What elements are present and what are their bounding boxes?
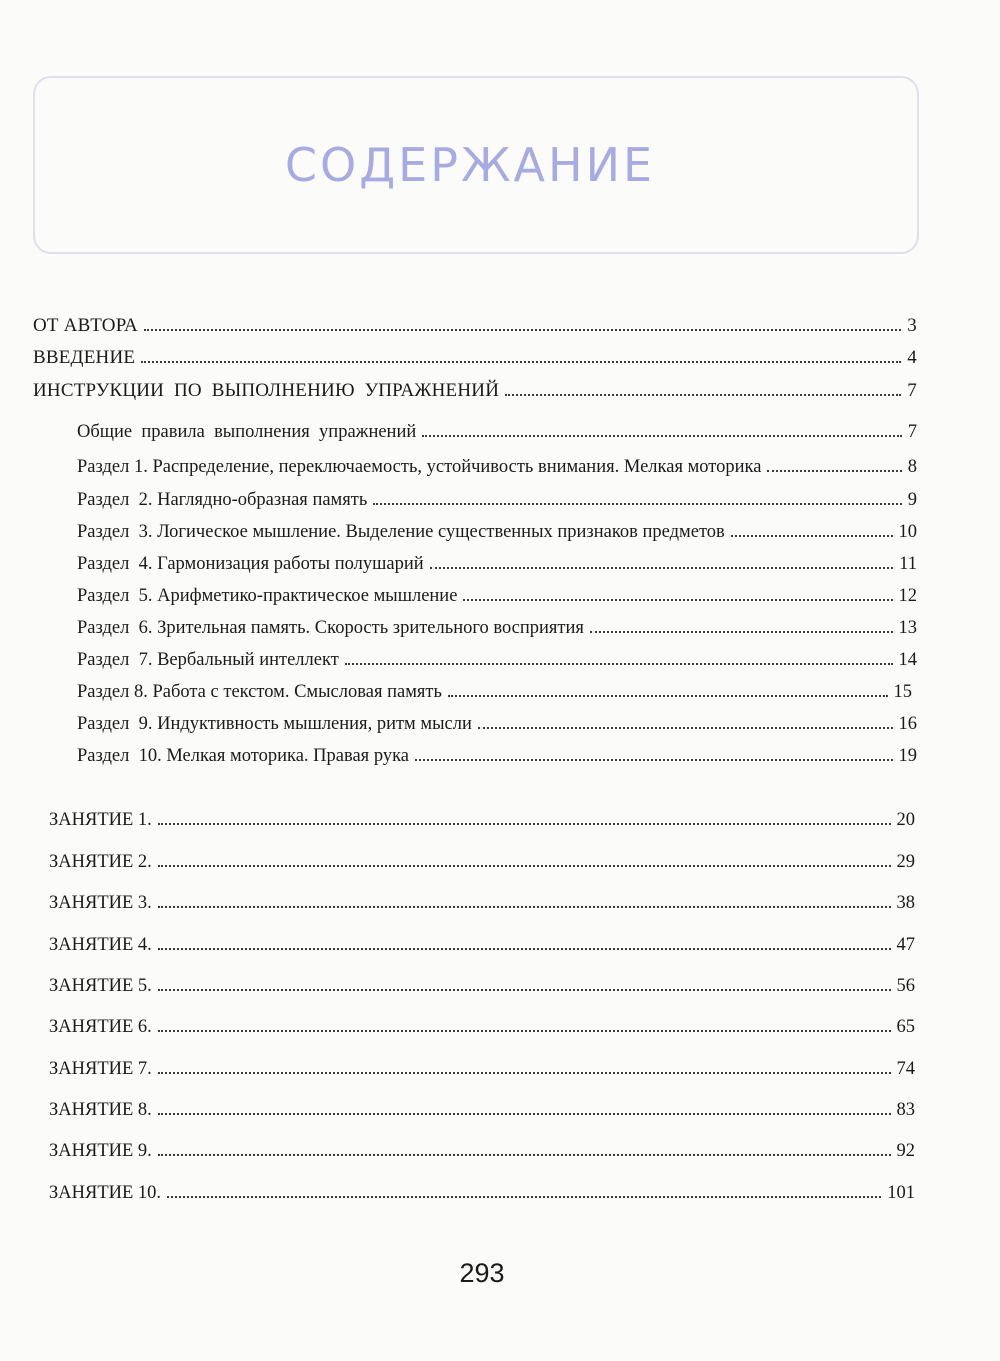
- toc-entry-section-3[interactable]: [77, 518, 917, 546]
- toc-entry-introduction[interactable]: [33, 344, 917, 372]
- toc-entry-section-10[interactable]: [77, 742, 917, 770]
- toc-entry-page: 8: [907, 457, 917, 477]
- toc-entry-label: ЗАНЯТИЕ 1.: [49, 810, 152, 830]
- dot-leader: [158, 1030, 891, 1032]
- toc-entry-lesson-9[interactable]: [49, 1137, 915, 1165]
- toc-entry-instructions[interactable]: [33, 377, 917, 405]
- dot-leader: [415, 759, 893, 761]
- toc-entry-lesson-10[interactable]: [49, 1179, 915, 1207]
- toc-entry-label: ОТ АВТОРА: [33, 315, 138, 336]
- dot-leader: [167, 1196, 881, 1198]
- toc-entry-page: 74: [896, 1059, 915, 1079]
- dot-leader: [448, 695, 888, 697]
- toc-entry-page: 7: [907, 380, 917, 401]
- toc-entry-label: Раздел 2. Наглядно-образная память: [77, 490, 368, 510]
- toc-entry-label: Общие правила выполнения упражнений: [77, 422, 417, 442]
- toc-entry-lesson-3[interactable]: [49, 889, 915, 917]
- dot-leader: [158, 865, 891, 867]
- toc-entry-from-author[interactable]: [33, 312, 917, 340]
- toc-entry-section-7[interactable]: [77, 646, 917, 674]
- dot-leader: [158, 906, 891, 908]
- toc-entry-label: ЗАНЯТИЕ 5.: [49, 976, 152, 996]
- toc-entry-label: ЗАНЯТИЕ 4.: [49, 935, 152, 955]
- dot-leader: [158, 1113, 891, 1115]
- toc-entry-lesson-4[interactable]: [49, 931, 915, 959]
- dot-leader: [590, 631, 893, 633]
- toc-entry-label: ИНСТРУКЦИИ ПО ВЫПОЛНЕНИЮ УПРАЖНЕНИЙ: [33, 380, 500, 401]
- page-number: 293: [459, 1258, 505, 1288]
- toc-entry-page: 19: [898, 746, 917, 766]
- toc-entry-label: Раздел 6. Зрительная память. Скорость зрительного восприятия: [77, 618, 584, 638]
- toc-entry-page: 12: [898, 586, 917, 606]
- dot-leader: [422, 435, 901, 437]
- dot-leader: [158, 823, 891, 825]
- toc-entry-lesson-6[interactable]: [49, 1013, 915, 1041]
- toc-entry-label: ЗАНЯТИЕ 10.: [49, 1183, 162, 1203]
- toc-entry-lesson-5[interactable]: [49, 972, 915, 1000]
- toc-entry-section-5[interactable]: [77, 582, 917, 610]
- toc-entry-label: ЗАНЯТИЕ 2.: [49, 852, 152, 872]
- toc-entry-section-2[interactable]: [77, 486, 917, 514]
- toc-entry-page: 3: [907, 315, 917, 336]
- toc-entry-lesson-2[interactable]: [49, 848, 915, 876]
- page-title: СОДЕРЖАНИЕ: [284, 138, 656, 192]
- toc-entry-label: ЗАНЯТИЕ 6.: [49, 1017, 152, 1037]
- toc-entry-label: ЗАНЯТИЕ 9.: [49, 1141, 152, 1161]
- toc-entry-page: 14: [898, 650, 917, 670]
- dot-leader: [345, 663, 893, 665]
- toc-entry-page: 83: [896, 1100, 915, 1120]
- toc-entry-lesson-1[interactable]: [49, 806, 915, 834]
- dot-leader: [505, 394, 901, 396]
- toc-entry-page: 13: [898, 618, 917, 638]
- toc-entry-page: 92: [896, 1141, 915, 1161]
- dot-leader: [144, 329, 901, 331]
- toc-entry-page: 15: [893, 682, 912, 702]
- toc-entry-general-rules[interactable]: [77, 418, 917, 446]
- dot-leader: [158, 948, 891, 950]
- toc-entry-lesson-8[interactable]: [49, 1096, 915, 1124]
- dot-leader: [463, 599, 892, 601]
- toc-entry-page: 47: [896, 935, 915, 955]
- toc-entry-page: 56: [896, 976, 915, 996]
- toc-entry-page: 9: [907, 490, 917, 510]
- toc-entry-label: ЗАНЯТИЕ 3.: [49, 893, 152, 913]
- dot-leader: [158, 989, 891, 991]
- toc-entry-section-1[interactable]: [77, 453, 917, 481]
- toc-entry-label: ВВЕДЕНИЕ: [33, 347, 136, 368]
- toc-entry-label: Раздел 4. Гармонизация работы полушарий: [77, 554, 424, 574]
- dot-leader: [158, 1154, 891, 1156]
- toc-entry-page: 11: [899, 554, 917, 574]
- toc-entry-page: 4: [907, 347, 917, 368]
- toc-entry-lesson-7[interactable]: [49, 1055, 915, 1083]
- toc-entry-page: 7: [907, 422, 917, 442]
- toc-entry-section-4[interactable]: [77, 550, 917, 578]
- toc-entry-page: 10: [898, 522, 917, 542]
- toc-entry-page: 65: [896, 1017, 915, 1037]
- toc-entry-section-9[interactable]: [77, 710, 917, 738]
- toc-entry-label: Раздел 1. Распределение, переключаемость, устойчивость внимания. Мелкая моторика: [77, 457, 762, 477]
- toc-entry-label: Раздел 9. Индуктивность мышления, ритм мысли: [77, 714, 472, 734]
- dot-leader: [373, 503, 901, 505]
- dot-leader: [141, 361, 901, 363]
- dot-leader: [430, 567, 894, 569]
- dot-leader: [478, 727, 893, 729]
- dot-leader: [767, 470, 901, 472]
- dot-leader: [731, 535, 893, 537]
- dot-leader: [158, 1072, 891, 1074]
- toc-entry-label: Раздел 10. Мелкая моторика. Правая рука: [77, 746, 409, 766]
- toc-entry-label: ЗАНЯТИЕ 8.: [49, 1100, 152, 1120]
- toc-entry-label: Раздел 5. Арифметико-практическое мышление: [77, 586, 458, 606]
- toc-entry-section-6[interactable]: [77, 614, 917, 642]
- toc-entry-page: 29: [896, 852, 915, 872]
- toc-entry-page: 16: [898, 714, 917, 734]
- toc-entry-page: 38: [896, 893, 915, 913]
- toc-entry-section-8[interactable]: [77, 678, 912, 706]
- toc-entry-page: 101: [887, 1183, 915, 1203]
- toc-entry-label: Раздел 8. Работа с текстом. Смысловая память: [77, 682, 442, 702]
- toc-entry-page: 20: [896, 810, 915, 830]
- toc-entry-label: Раздел 7. Вербальный интеллект: [77, 650, 339, 670]
- toc-entry-label: Раздел 3. Логическое мышление. Выделение существенных признаков предметов: [77, 522, 725, 542]
- toc-entry-label: ЗАНЯТИЕ 7.: [49, 1059, 152, 1079]
